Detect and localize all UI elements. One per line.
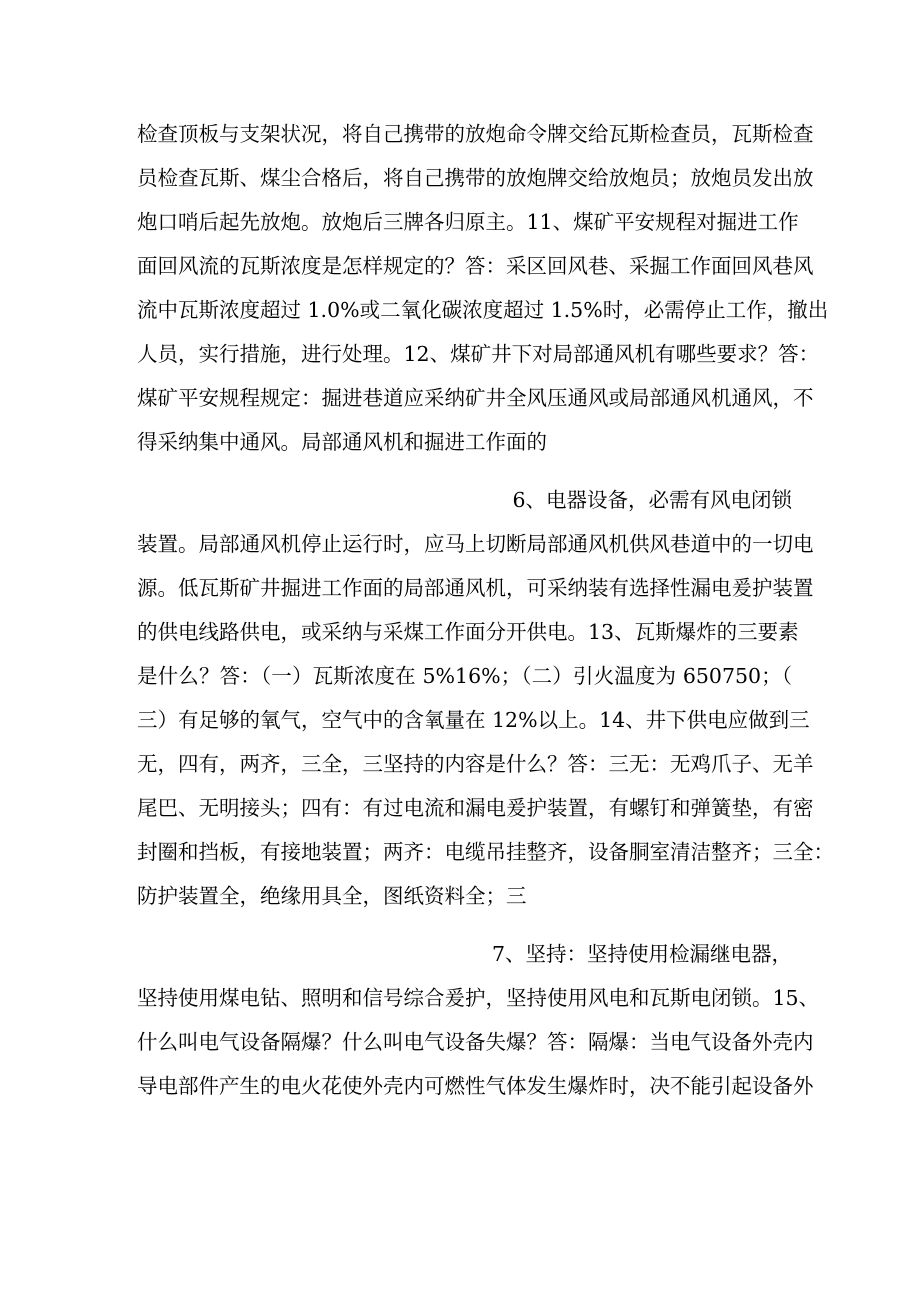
text-line: 煤矿平安规程规定：掘进巷道应采纳矿井全风压通风或局部通风机通风，不: [137, 386, 814, 410]
text-line: 无，四有，两齐，三全，三坚持的内容是什么？答：三无：无鸡爪子、无羊: [137, 752, 814, 776]
text-line: 流中瓦斯浓度超过 1.0%或二氧化碳浓度超过 1.5%时，必需停止工作，撤出: [137, 298, 829, 322]
text-line: 什么叫电气设备隔爆？什么叫电气设备失爆？答：隔爆：当电气设备外壳内: [137, 1030, 814, 1054]
text-line: 防护装置全，绝缘用具全，图纸资料全；三: [137, 884, 527, 908]
page-number-heading: 7、坚持：坚持使用检漏继电器，: [491, 942, 792, 966]
text-line: 检查顶板与支架状况，将自己携带的放炮命令牌交给瓦斯检查员，瓦斯检查: [137, 122, 814, 146]
text-line: 三）有足够的氧气，空气中的含氧量在 12%以上。14、井下供电应做到三: [137, 708, 810, 732]
text-line: 得采纳集中通风。局部通风机和掘进工作面的: [137, 430, 547, 454]
text-line: 封圈和挡板，有接地装置；两齐：电缆吊挂整齐，设备胴室清洁整齐；三全：: [137, 840, 834, 864]
text-line: 员检查瓦斯、煤尘合格后，将自己携带的放炮牌交给放炮员；放炮员发出放: [137, 166, 814, 190]
page-number-heading: 6、电器设备，必需有风电闭锁: [512, 488, 792, 512]
text-line: 尾巴、无明接头；四有：有过电流和漏电爰护装置，有螺钉和弹簧垫，有密: [137, 796, 814, 820]
text-line: 的供电线路供电，或采纳与采煤工作面分开供电。13、瓦斯爆炸的三要素: [137, 620, 799, 644]
text-line: 坚持使用煤电钻、照明和信号综合爰护，坚持使用风电和瓦斯电闭锁。15、: [137, 986, 820, 1010]
text-line: 面回风流的瓦斯浓度是怎样规定的？答：采区回风巷、采掘工作面回风巷风: [137, 254, 814, 278]
text-line: 源。低瓦斯矿井掘进工作面的局部通风机，可采纳装有选择性漏电爰护装置: [137, 576, 814, 600]
text-line: 是什么？答：（一）瓦斯浓度在 5%16%；（二）引火温度为 650750；（: [137, 664, 792, 688]
text-line: 炮口哨后起先放炮。放炮后三牌各归原主。11、煤矿平安规程对掘进工作: [137, 210, 799, 234]
text-line: 人员，实行措施，进行处理。12、煤矿井下对局部通风机有哪些要求？答：: [137, 342, 820, 366]
text-line: 装置。局部通风机停止运行时，应马上切断局部通风机供风巷道中的一切电: [137, 532, 814, 556]
text-line: 导电部件产生的电火花使外壳内可燃性气体发生爆炸时，决不能引起设备外: [137, 1074, 814, 1098]
